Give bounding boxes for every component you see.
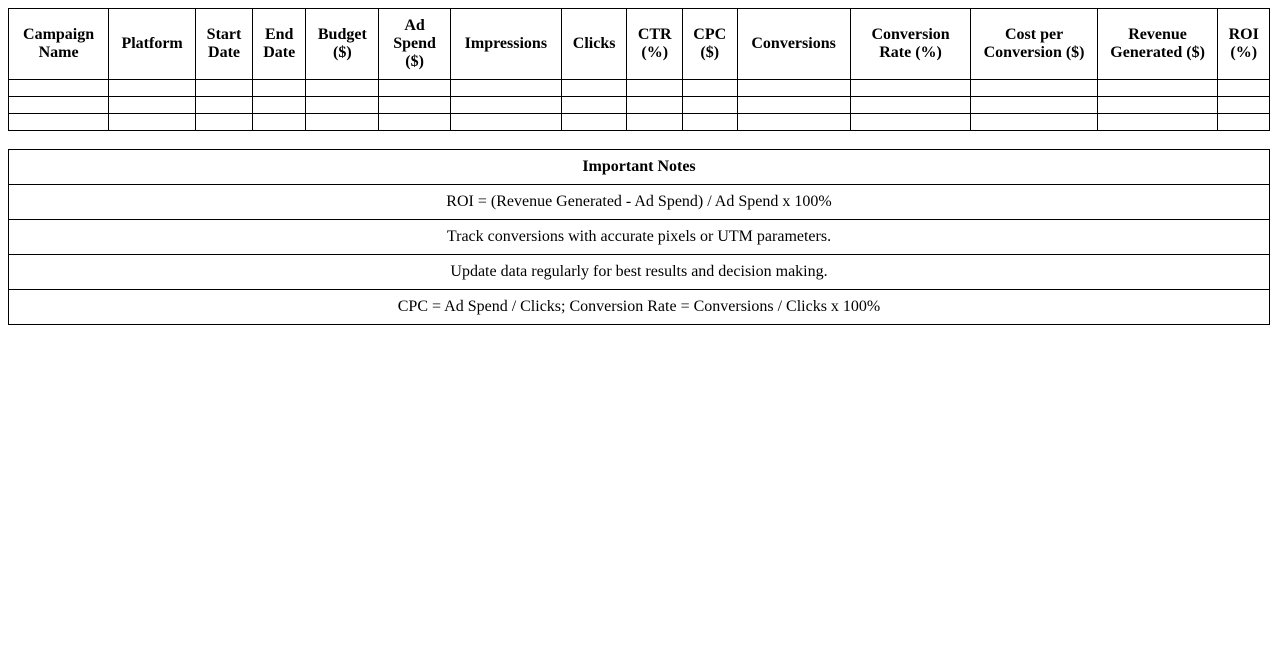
table-cell[interactable] [306,97,379,114]
table-cell[interactable] [9,114,109,131]
notes-header [9,150,1270,185]
table-cell[interactable] [971,80,1097,97]
table-cell[interactable] [627,114,683,131]
notes-title-row [9,150,1270,185]
table-cell[interactable] [306,80,379,97]
table-cell[interactable] [196,80,253,97]
table-cell[interactable] [561,80,627,97]
campaign-tracking-table [8,8,1270,131]
header-impressions: Impressions [450,9,561,80]
table-cell[interactable] [379,80,451,97]
table-cell[interactable] [196,114,253,131]
table-cell[interactable] [971,114,1097,131]
table-body [9,80,1270,131]
table-cell[interactable] [561,114,627,131]
table-cell[interactable] [1218,97,1270,114]
table-cell[interactable] [627,97,683,114]
header-cost-per-conversion: Cost per Conversion ($) [971,9,1097,80]
important-notes-table [8,149,1270,325]
header-ad-spend: Ad Spend ($) [379,9,451,80]
table-cell[interactable] [627,80,683,97]
note-roi-formula: ROI = (Revenue Generated - Ad Spend) / Ad Spend x 100% [9,185,1270,220]
header-conversion-rate: Conversion Rate (%) [850,9,971,80]
table-cell[interactable] [850,114,971,131]
table-cell[interactable] [682,114,737,131]
table-cell[interactable] [252,80,305,97]
table-cell[interactable] [196,97,253,114]
header-budget: Budget ($) [306,9,379,80]
table-cell[interactable] [850,97,971,114]
table-cell[interactable] [252,97,305,114]
header-ctr: CTR (%) [627,9,683,80]
header-row [9,9,1270,80]
note-cpc-formula: CPC = Ad Spend / Clicks; Conversion Rate = Conversions / Clicks x 100% [9,290,1270,325]
note-update-data: Update data regularly for best results and decision making. [9,255,1270,290]
note-row [9,220,1270,255]
table-cell[interactable] [561,97,627,114]
header-clicks: Clicks [561,9,627,80]
note-row [9,185,1270,220]
table-cell[interactable] [1097,97,1218,114]
table-cell[interactable] [737,80,850,97]
header-cpc: CPC ($) [682,9,737,80]
note-row [9,255,1270,290]
notes-body [9,185,1270,325]
table-cell[interactable] [450,97,561,114]
table-header [9,9,1270,80]
header-roi: ROI (%) [1218,9,1270,80]
table-cell[interactable] [971,97,1097,114]
table-cell[interactable] [1097,80,1218,97]
table-cell[interactable] [379,97,451,114]
table-cell[interactable] [450,114,561,131]
notes-title: Important Notes [9,150,1270,185]
header-conversions: Conversions [737,9,850,80]
table-cell[interactable] [9,97,109,114]
table-row [9,97,1270,114]
table-cell[interactable] [109,114,196,131]
header-platform: Platform [109,9,196,80]
table-cell[interactable] [109,97,196,114]
header-start-date: Start Date [196,9,253,80]
table-cell[interactable] [850,80,971,97]
table-cell[interactable] [1097,114,1218,131]
table-row [9,114,1270,131]
table-row [9,80,1270,97]
header-revenue-generated: Revenue Generated ($) [1097,9,1218,80]
table-cell[interactable] [450,80,561,97]
table-cell[interactable] [252,114,305,131]
table-cell[interactable] [682,80,737,97]
table-cell[interactable] [737,97,850,114]
note-track-conversions: Track conversions with accurate pixels or UTM parameters. [9,220,1270,255]
table-cell[interactable] [306,114,379,131]
table-cell[interactable] [682,97,737,114]
table-cell[interactable] [9,80,109,97]
header-campaign-name: Campaign Name [9,9,109,80]
table-cell[interactable] [109,80,196,97]
table-cell[interactable] [1218,80,1270,97]
header-end-date: End Date [252,9,305,80]
table-cell[interactable] [379,114,451,131]
note-row [9,290,1270,325]
table-cell[interactable] [1218,114,1270,131]
table-cell[interactable] [737,114,850,131]
